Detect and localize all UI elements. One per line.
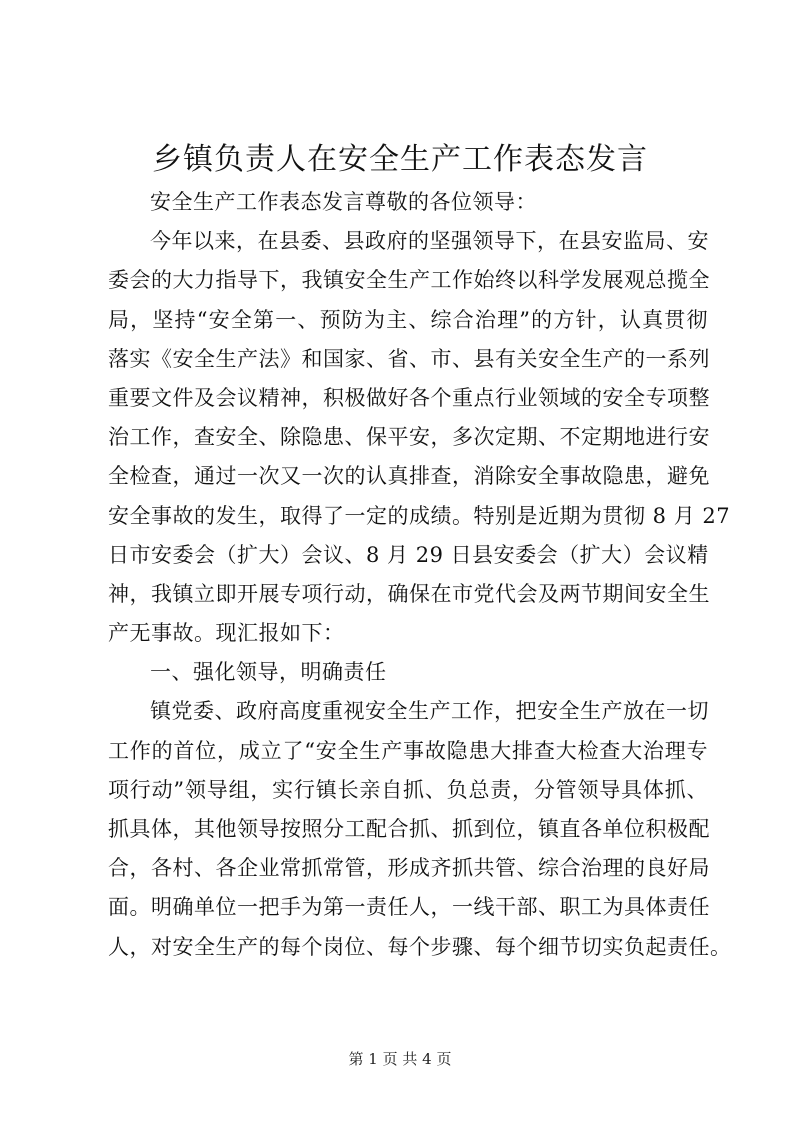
text-line: 治工作，查安全、除隐患、保平安，多次定期、不定期地进行安 (108, 425, 710, 450)
document-title: 乡镇负责人在安全生产工作表态发言 (152, 142, 648, 177)
text-line: 项行动”领导组，实行镇长亲自抓、负总责，分管领导具体抓、 (108, 777, 708, 802)
text-line: 安全生产工作表态发言尊敬的各位领导： (150, 190, 537, 214)
section-heading: 一、强化领导，明确责任 (150, 660, 387, 685)
text-line: 产无事故。现汇报如下： (108, 621, 345, 646)
text-line: 今年以来，在县委、县政府的坚强领导下，在县安监局、安 (150, 229, 709, 254)
document-body (108, 183, 732, 967)
text-line: 日市安委会（扩大）会议、8 月 29 日县安委会（扩大）会议精 (108, 542, 709, 567)
text-line: 落实《安全生产法》和国家、省、市、县有关安全生产的一系列 (108, 346, 710, 371)
text-line: 神，我镇立即开展专项行动，确保在市党代会及两节期间安全生 (108, 581, 710, 606)
text-line: 重要文件及会议精神，积极做好各个重点行业领域的安全专项整 (108, 385, 710, 410)
text-line: 安全事故的发生，取得了一定的成绩。特别是近期为贯彻 8 月 27 (108, 503, 731, 528)
text-line: 面。明确单位一把手为第一责任人，一线干部、职工为具体责任 (108, 895, 710, 920)
text-line: 委会的大力指导下，我镇安全生产工作始终以科学发展观总揽全 (108, 268, 710, 293)
page-footer: 第 1 页 共 4 页 (348, 1050, 452, 1068)
text-line: 合，各村、各企业常抓常管，形成齐抓共管、综合治理的良好局 (108, 856, 710, 881)
text-line: 人，对安全生产的每个岗位、每个步骤、每个细节切实负起责任。 (108, 934, 732, 959)
text-line: 工作的首位，成立了“安全生产事故隐患大排查大检查大治理专 (108, 738, 708, 763)
text-line: 抓具体，其他领导按照分工配合抓、抓到位，镇直各单位积极配 (108, 817, 710, 841)
text-line: 镇党委、政府高度重视安全生产工作，把安全生产放在一切 (150, 699, 709, 724)
text-line: 全检查，通过一次又一次的认真排查，消除安全事故隐患，避免 (108, 464, 710, 489)
text-line: 局，坚持“安全第一、预防为主、综合治理”的方针，认真贯彻 (108, 307, 708, 332)
